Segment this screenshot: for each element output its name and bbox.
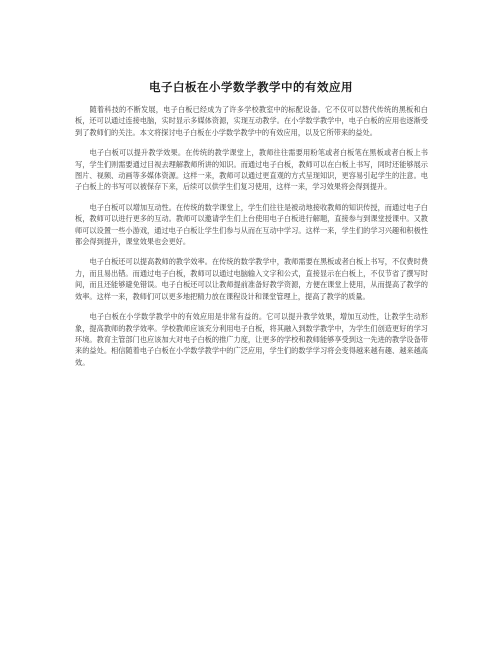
document-title: 电子白板在小学数学教学中的有效应用 bbox=[149, 80, 353, 94]
paragraph-intro: 随着科技的不断发展，电子白板已经成为了许多学校教室中的标配设备。它不仅可以替代传统的黑板和白板，还可以通过连接电脑，实时显示多媒体资源，实现互动教学。在小学数学教学中，电子白板的应用也逐渐受到了教师们的关注。本文将探讨电子白板在小学数学教学中的有效应用，以及它所带来的益处。 bbox=[75, 105, 428, 137]
paragraph-teaching-effect: 电子白板可以提升教学效果。在传统的教学课堂上，教师往往需要用粉笔或者白板笔在黑板或者白板上书写，学生们则需要通过目视去理解教师所讲的知识。而通过电子白板，教师可以在白板上书写，同时还能够展示图片、视频、动画等多媒体资源。这样一来，教师可以通过更直观的方式呈现知识，更容易引起学生的注意。电子白板上的书写可以被保存下来，后续可以供学生们复习使用，这样一来，学习效果将会得到提升。 bbox=[75, 148, 428, 192]
document-body bbox=[75, 104, 428, 377]
paragraph-conclusion: 电子白板在小学数学教学中的有效应用是非常有益的。它可以提升教学效果，增加互动性，让教学生动形象，提高教师的教学效率。学校教师应该充分利用电子白板，将其融入到数学教学中，为学生们创造更好的学习环境。教育主管部门也应该加大对电子白板的推广力度，让更多的学校和教师能够享受到这一先进的教学设备带来的益处。相信随着电子白板在小学数学教学中的广泛应用，学生们的数学学习将会变得越来越有趣、越来越高效。 bbox=[75, 312, 428, 367]
paragraph-interactivity: 电子白板可以增加互动性。在传统的数学课堂上，学生们往往是被动地接收教师的知识传授，而通过电子白板，教师可以进行更多的互动。教师可以邀请学生们上台使用电子白板进行解题，直接参与到课堂授课中。又教师可以设置一些小游戏，通过电子白板让学生们参与从而在互动中学习。这样一来，学生们的学习兴趣和积极性都会得到提升，课堂效果也会更好。 bbox=[75, 202, 428, 247]
paragraph-efficiency: 电子白板还可以提高教师的教学效率。在传统的数学教学中，教师需要在黑板或者白板上书写，不仅费时费力，而且易出错。而通过电子白板，教师可以通过电脑输入文字和公式，直接显示在白板上，不仅节省了撰写时间，而且还能够避免错误。电子白板还可以让教师提前准备好教学资源，方便在课堂上使用，从而提高了教学的效率。这样一来，教师们可以更多地把精力放在课程设计和课堂管理上，提高了教学的质量。 bbox=[75, 257, 428, 301]
